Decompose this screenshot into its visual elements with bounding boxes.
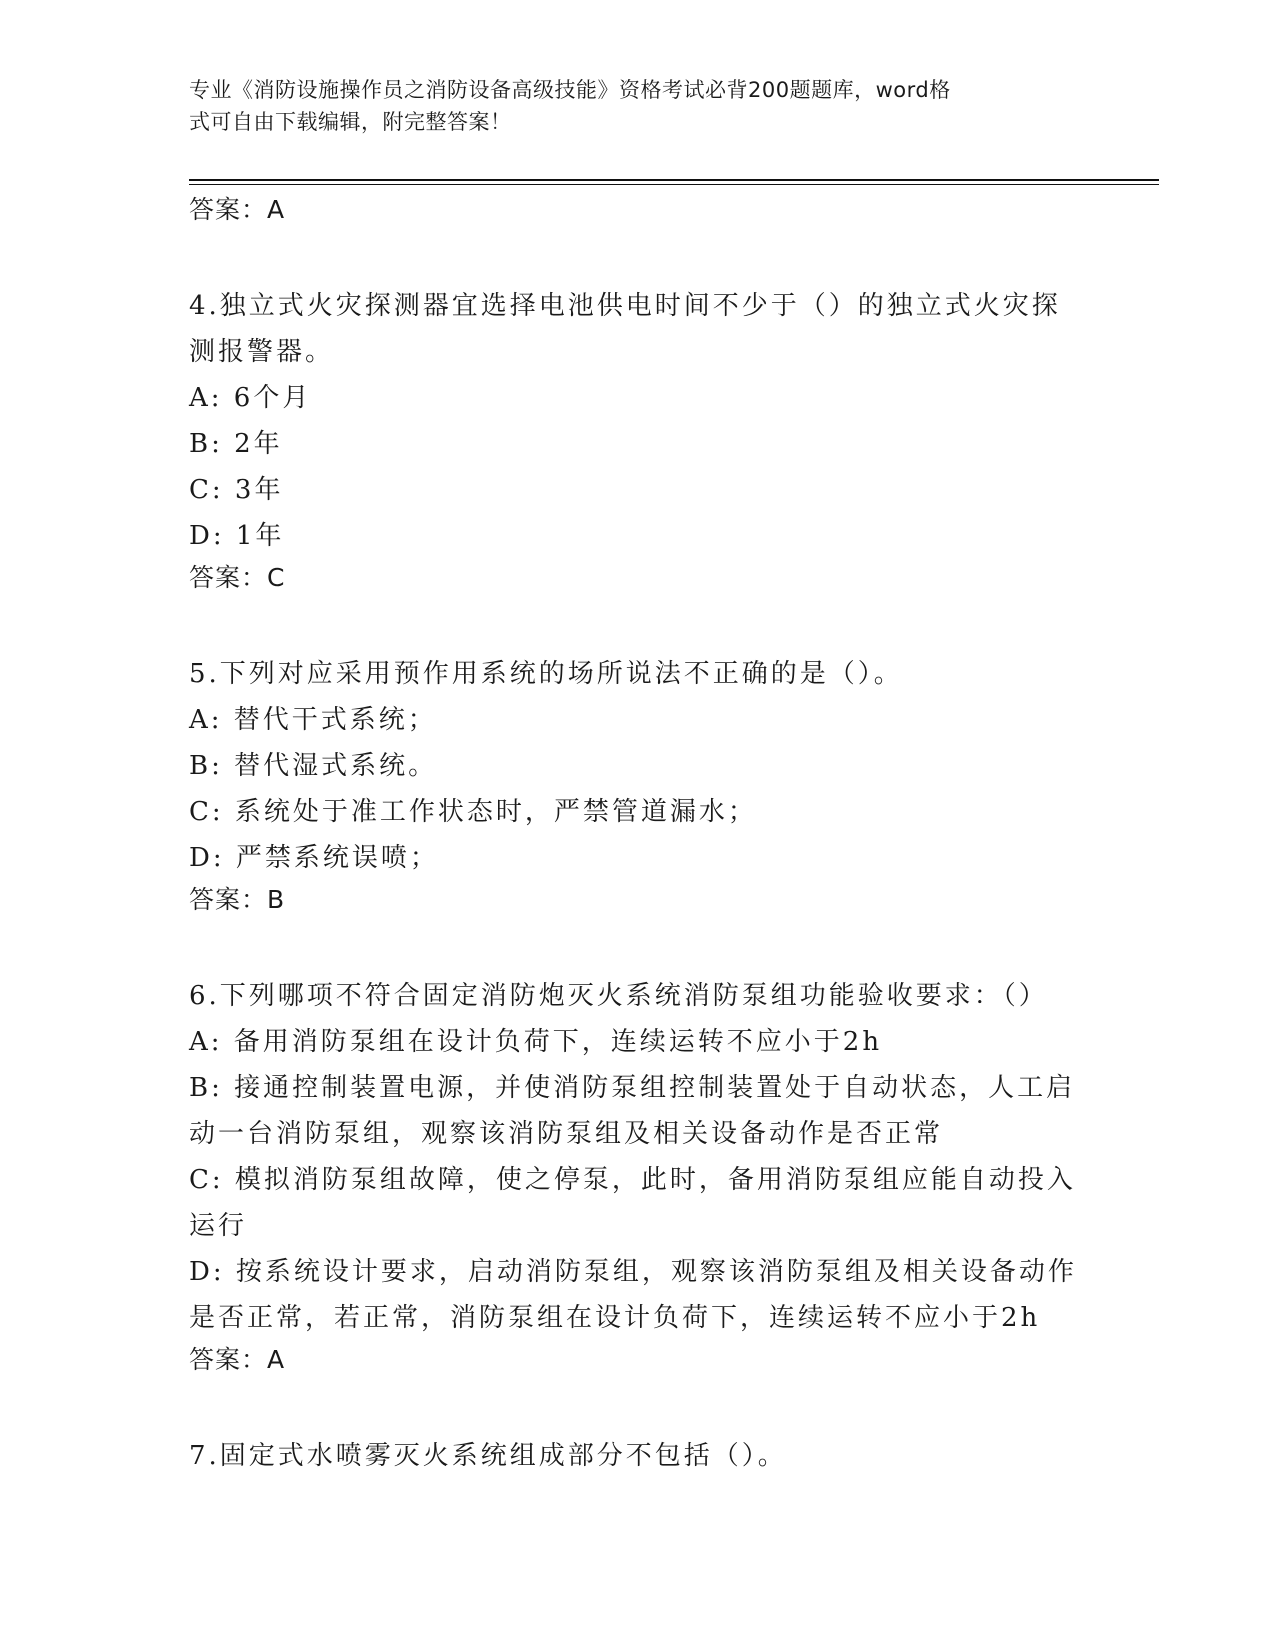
answer-label: 答案： bbox=[189, 1345, 268, 1374]
spacer bbox=[189, 237, 1089, 283]
answer-value: B bbox=[267, 885, 286, 914]
option-b: B: 替代湿式系统。 bbox=[189, 751, 438, 781]
question-stem: 7.固定式水喷雾灭火系统组成部分不包括（）。 bbox=[189, 1441, 787, 1471]
option-c: C: 3年 bbox=[189, 475, 284, 505]
question-stem: 6.下列哪项不符合固定消防炮灭火系统消防泵组功能验收要求：（） bbox=[189, 981, 1048, 1011]
answer-label: 答案： bbox=[189, 563, 268, 592]
question-stem-cont: 测报警器。 bbox=[189, 337, 335, 367]
question-stem: 4.独立式火灾探测器宜选择电池供电时间不少于（）的独立式火灾探 bbox=[189, 291, 1061, 321]
option-b-cont: 动一台消防泵组，观察该消防泵组及相关设备动作是否正常 bbox=[189, 1119, 944, 1149]
answer-value: A bbox=[267, 195, 286, 224]
answer-q4 bbox=[189, 559, 1089, 605]
answer-q3 bbox=[189, 191, 1089, 237]
option-c-cont: 运行 bbox=[189, 1211, 248, 1241]
answer-q6 bbox=[189, 1341, 1089, 1387]
header-divider-thin bbox=[189, 184, 1159, 185]
answer-value: C bbox=[267, 563, 286, 592]
option-a: A: 6个月 bbox=[189, 383, 312, 413]
header-line-1: 专业《消防设施操作员之消防设备高级技能》资格考试必背200题题库，word格 bbox=[189, 78, 951, 102]
option-c: C: 模拟消防泵组故障，使之停泵，此时，备用消防泵组应能自动投入 bbox=[189, 1165, 1076, 1195]
question-5 bbox=[189, 651, 1089, 881]
option-c: C: 系统处于准工作状态时，严禁管道漏水； bbox=[189, 797, 757, 827]
answer-q5 bbox=[189, 881, 1089, 927]
option-d: D: 按系统设计要求，启动消防泵组，观察该消防泵组及相关设备动作 bbox=[189, 1257, 1077, 1287]
option-a: A: 备用消防泵组在设计负荷下，连续运转不应小于2h bbox=[189, 1027, 883, 1057]
question-7 bbox=[189, 1433, 1089, 1479]
option-d-cont: 是否正常，若正常，消防泵组在设计负荷下，连续运转不应小于2h bbox=[189, 1303, 1041, 1333]
option-b: B: 接通控制装置电源，并使消防泵组控制装置处于自动状态，人工启 bbox=[189, 1073, 1076, 1103]
document-header bbox=[189, 74, 1089, 138]
header-line-2: 式可自由下载编辑，附完整答案！ bbox=[189, 110, 512, 134]
spacer bbox=[189, 605, 1089, 651]
answer-value: A bbox=[267, 1345, 286, 1374]
option-a: A: 替代干式系统； bbox=[189, 705, 437, 735]
document-body bbox=[189, 191, 1089, 1479]
spacer bbox=[189, 1387, 1089, 1433]
question-stem: 5.下列对应采用预作用系统的场所说法不正确的是（）。 bbox=[189, 659, 903, 689]
option-b: B: 2年 bbox=[189, 429, 283, 459]
header-divider-thick bbox=[189, 179, 1159, 181]
option-d: D: 严禁系统误喷； bbox=[189, 843, 439, 873]
spacer bbox=[189, 927, 1089, 973]
answer-label: 答案： bbox=[189, 885, 268, 914]
question-4 bbox=[189, 283, 1089, 559]
answer-label: 答案： bbox=[189, 195, 268, 224]
option-d: D: 1年 bbox=[189, 521, 285, 551]
question-6 bbox=[189, 973, 1089, 1341]
